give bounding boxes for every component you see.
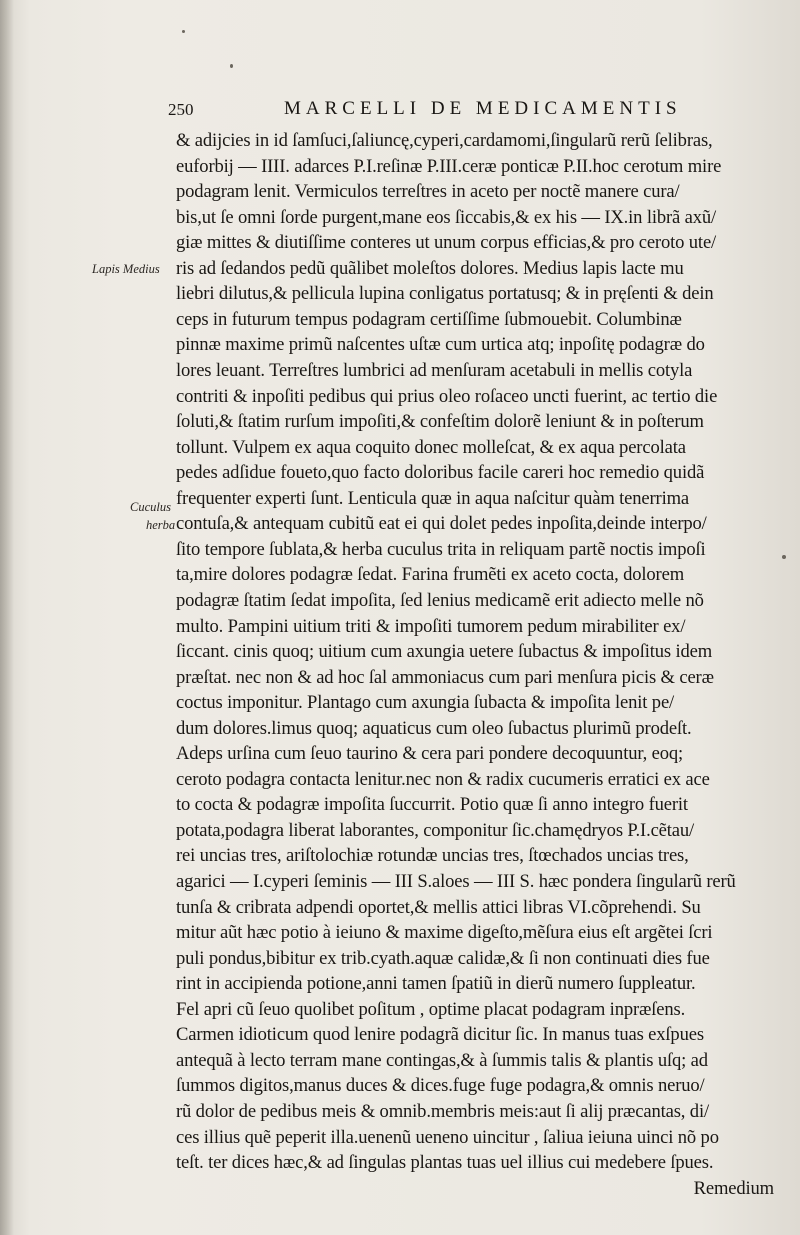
ink-speck xyxy=(782,555,786,559)
text-line: antequã à lecto terram mane contingas,& à ſummis talis & plantis uſq; ad xyxy=(176,1049,708,1071)
text-line: ſummos digitos,manus duces & dices.fuge fuge podagra,& omnis neruo/ xyxy=(176,1075,705,1097)
text-line: contriti & inpoſiti pedibus qui prius oleo roſaceo uncti fuerint, ac tertio die xyxy=(176,385,718,407)
text-line: Fel apri cũ ſeuo quolibet poſitum , optime placat podagram inpræſens. xyxy=(176,998,686,1020)
text-line: rei uncias tres, ariſtolochiæ rotundæ uncias tres, ſtœchados uncias tres, xyxy=(176,845,689,867)
text-line: podagræ ſtatim ſedat impoſita, ſed lenius medicamẽ erit adiecto melle nõ xyxy=(176,589,704,611)
text-line: pinnæ maxime primũ naſcentes uſtæ cum urtica atq; inpoſitę podagræ do xyxy=(176,334,705,356)
text-line: & adijcies in id ſamſuci,ſaliuncę,cyperi,cardamomi,ſingularũ rerũ ſelibras, xyxy=(176,130,713,151)
text-line: Adeps urſina cum ſeuo taurino & cera pari pondere decoquuntur, eoq; xyxy=(176,743,684,765)
text-line: to cocta & podagræ impoſita ſuccurrit. Potio quæ ſi anno integro fuerit xyxy=(176,794,688,816)
gutter-shadow xyxy=(0,0,14,1235)
margin-note-cuculus: Cuculus xyxy=(130,500,171,514)
text-line: contuſa,& antequam cubitũ eat ei qui dolet pedes inpoſita,deinde interpo/ xyxy=(176,513,707,535)
text-line: multo. Pampini uitium triti & impoſiti tumorem pedum mirabiliter ex/ xyxy=(176,615,686,637)
text-line: rũ dolor de pedibus meis & omnib.membris meis:aut ſi alij præcantas, di/ xyxy=(176,1100,709,1122)
text-line: bis,ut ſe omni ſorde purgent,mane eos ſiccabis,& ex his — IX.in librã axũ/ xyxy=(176,206,717,228)
text-line: puli pondus,bibitur ex trib.cyath.aquæ calidæ,& ſi non continuati dies fue xyxy=(176,947,710,969)
text-line: agarici — I.cyperi ſeminis — III S.aloes — III S. hæc pondera ſingularũ rerũ xyxy=(176,871,736,892)
text-line: giæ mittes & diutiſſime conteres ut unum corpus efficias,& pro ceroto ute/ xyxy=(176,232,717,254)
text-line: ces illius quẽ peperit illa.uenenũ ueneno uincitur , ſaliua ieiuna uinci nõ po xyxy=(176,1126,719,1148)
text-line: ceps in futurum tempus podagram certiſſime ſubmouebit. Columbinæ xyxy=(176,308,682,330)
margin-note-lapis-medius: Lapis Medius xyxy=(92,262,160,276)
running-title: MARCELLI DE MEDICAMENTIS xyxy=(284,98,682,119)
text-line: teſt. ter dices hæc,& ad ſingulas plantas tuas uel illius cui medebere ſpues. xyxy=(176,1152,714,1173)
text-line: frequenter experti ſunt. Lenticula quæ in aqua naſcitur quàm tenerrima xyxy=(176,487,690,509)
text-line: liebri dilutus,& pellicula lupina conligatus portatusq; & in pręſenti & dein xyxy=(176,283,714,305)
text-line: ta,mire dolores podagræ ſedat. Farina frumẽti ex aceto cocta, dolorem xyxy=(176,564,685,586)
folio-number: 250 xyxy=(168,100,194,119)
text-line: dum dolores.limus quoq; aquaticus cum oleo ſubactus plurimũ prodeſt. xyxy=(176,717,692,739)
page-header xyxy=(168,96,688,126)
text-line: Carmen idioticum quod lenire podagrã dicitur ſic. In manus tuas exſpues xyxy=(176,1024,704,1046)
text-line: lores leuant. Terreſtres lumbrici ad menſuram acetabuli in mellis cotyla xyxy=(176,360,693,381)
text-line: tollunt. Vulpem ex aqua coquito donec molleſcat, & ex aqua percolata xyxy=(176,436,686,458)
text-line: præſtat. nec non & ad hoc ſal ammoniacus cum pari menſura picis & ceræ xyxy=(176,666,714,688)
text-line: ceroto podagra contacta lenitur.nec non & radix cucumeris erratici ex ace xyxy=(176,768,710,790)
text-line: podagram lenit. Vermiculos terreſtres in aceto per noctẽ manere cura/ xyxy=(176,181,680,203)
ink-speck xyxy=(230,64,233,68)
text-line: mitur aũt hæc potio à ieiuno & maxime digeſto,mẽſura eius eſt argẽtei ſcri xyxy=(176,922,713,944)
text-line: potata,podagra liberat laborantes, componitur ſic.chamędryos P.I.cẽtau/ xyxy=(176,819,695,841)
text-line: ſoluti,& ſtatim rurſum impoſiti,& confeſtim dolorẽ leniunt & in poſterum xyxy=(176,411,704,433)
margin-note-herba: herba xyxy=(146,518,176,532)
text-line: ſiccant. cinis quoq; uitium cum axungia uetere ſubactus & impoſitus idem xyxy=(176,641,713,662)
ink-speck xyxy=(182,30,185,33)
text-line: coctus imponitur. Plantago cum axungia ſubacta & impoſita lenit pe/ xyxy=(176,692,675,714)
text-line: ſito tempore ſublata,& herba cuculus trita in reliquam partẽ noctis impoſi xyxy=(176,538,706,560)
text-line: tunſa & cribrata adpendi oportet,& mellis attici libras VI.cõprehendi. Su xyxy=(176,896,701,918)
text-line: ris ad ſedandos pedũ quãlibet moleſtos dolores. Medius lapis lacte mu xyxy=(176,257,684,279)
text-line: pedes adſidue foueto,quo facto doloribus facile careri hoc remedio quidã xyxy=(176,462,705,484)
text-line: rint in accipienda potione,anni tamen ſpatiũ in dierũ numero ſuppleatur. xyxy=(176,973,696,995)
text-line: Remedium xyxy=(693,1177,774,1199)
text-line: euforbij — IIII. adarces P.I.reſinæ P.III.ceræ ponticæ P.II.hoc cerotum mire xyxy=(176,155,722,177)
